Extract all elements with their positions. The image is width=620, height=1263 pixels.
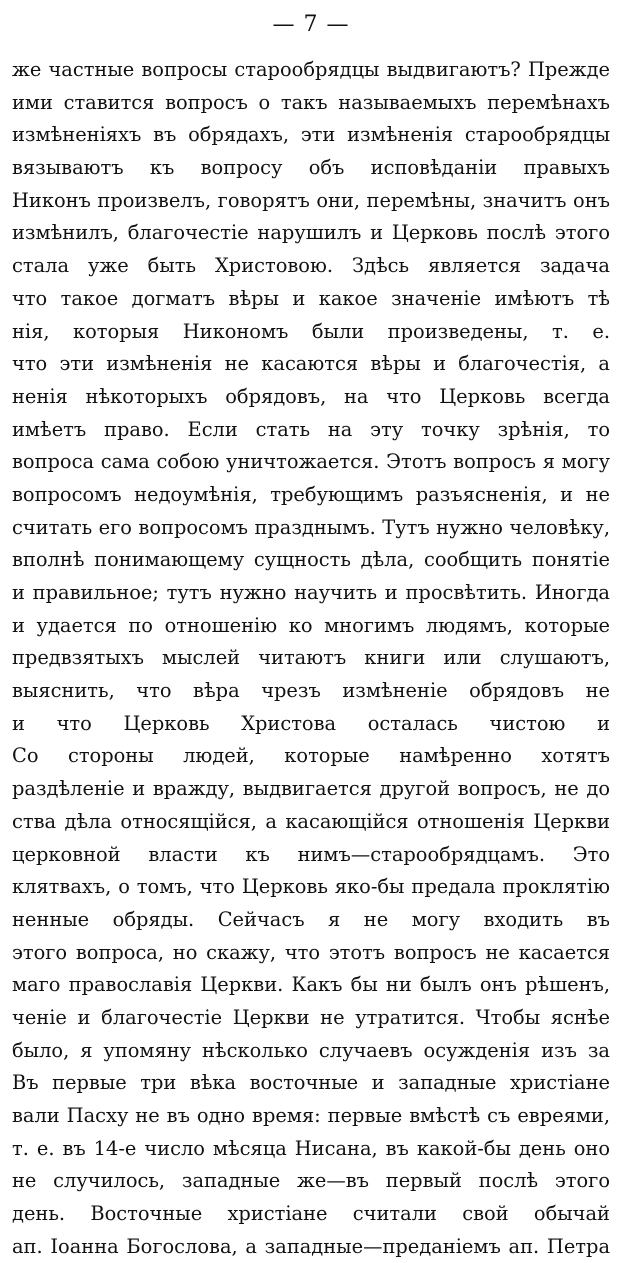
text-line: вали Пасху не въ одно время: первые вмѣстѣ съ евреями,	[12, 1104, 610, 1127]
text-line: день. Восточные христіане считали свой обычай	[12, 1202, 610, 1226]
text-line: маго православія Церкви. Какъ бы ни былъ онъ рѣшенъ,	[12, 973, 610, 997]
text-line: т. е. въ 14-е число мѣсяца Нисана, въ какой-бы день оно	[12, 1136, 610, 1160]
text-line: ненные обряды. Сейчасъ я не могу входить въ	[12, 907, 610, 931]
text-line: имѣетъ право. Если стать на эту точку зрѣнія, то	[12, 417, 610, 441]
text-line: Никонъ произвелъ, говорятъ они, перемѣны, значитъ онъ	[12, 188, 610, 212]
text-line: этого вопроса, но скажу, что этотъ вопросъ не касается	[12, 940, 610, 964]
text-line: раздѣленіе и вражду, выдвигается другой вопросъ, не до	[12, 777, 610, 801]
text-line: измѣнилъ, благочестіе нарушилъ и Церковь послѣ этого	[12, 221, 610, 245]
text-line: Со стороны людей, которые намѣренно хотятъ	[12, 744, 610, 768]
text-line: вполнѣ понимающему сущность дѣла, сообщить понятіе	[12, 548, 610, 572]
text-line: выяснить, что вѣра чрезъ измѣненіе обрядовъ не	[12, 679, 610, 703]
text-line: ап. Іоанна Богослова, а западные—преданіемъ ап. Петра	[12, 1234, 610, 1258]
text-line: что такое догматъ вѣры и какое значеніе имѣютъ тѣ	[12, 286, 610, 310]
text-line: ченіе и благочестіе Церкви не утратится. Чтобы яснѣе	[12, 1005, 610, 1029]
text-line: не случилось, западные же—въ первый послѣ этого	[12, 1169, 610, 1193]
text-line: ства дѣла относящійся, а касающійся отношенія Церкви	[12, 809, 610, 833]
page-number: — 7 —	[272, 12, 350, 37]
text-line: церковной власти къ нимъ—старообрядцамъ. Это	[12, 842, 610, 866]
text-line: вязываютъ къ вопросу объ исповѣданіи правыхъ	[12, 156, 610, 180]
text-line: вопросомъ недоумѣнія, требующимъ разъясненія, и не	[12, 482, 610, 506]
text-line: ненія нѣкоторыхъ обрядовъ, на что Церковь всегда	[12, 384, 610, 408]
text-line: Въ первые три вѣка восточные и западные христіане	[12, 1071, 610, 1095]
text-line: и правильное; тутъ нужно научить и просвѣтить. Иногда	[12, 581, 610, 604]
text-line: клятвахъ, о томъ, что Церковь яко-бы предала проклятію	[12, 875, 610, 899]
text-line: было, я упомяну нѣсколько случаевъ осужденія изъ за	[12, 1038, 610, 1062]
text-line: что эти измѣненія не касаются вѣры и благочестія, а	[12, 352, 610, 376]
text-line: стала уже быть Христовою. Здѣсь является задача	[12, 254, 610, 278]
text-line: измѣненіяхъ въ обрядахъ, эти измѣненія старообрядцы	[12, 123, 610, 147]
text-line: ими ставится вопросъ о такъ называемыхъ перемѣнахъ	[12, 90, 610, 114]
text-line: вопроса сама собою уничтожается. Этотъ вопросъ я могу	[12, 450, 610, 474]
text-line: предвзятыхъ мыслей читаютъ книги или слушаютъ,	[12, 646, 610, 670]
text-line: и что Церковь Христова осталась чистою и	[12, 711, 610, 735]
text-line: же частные вопросы старообрядцы выдвигаютъ? Прежде	[12, 58, 610, 81]
text-line: нія, которыя Никономъ были произведены, т. е.	[12, 319, 610, 343]
text-line: и удается по отношенію ко многимъ людямъ, которые	[12, 613, 610, 637]
text-line: считать его вопросомъ празднымъ. Тутъ нужно человѣку,	[12, 515, 610, 539]
body-text	[12, 54, 610, 1263]
